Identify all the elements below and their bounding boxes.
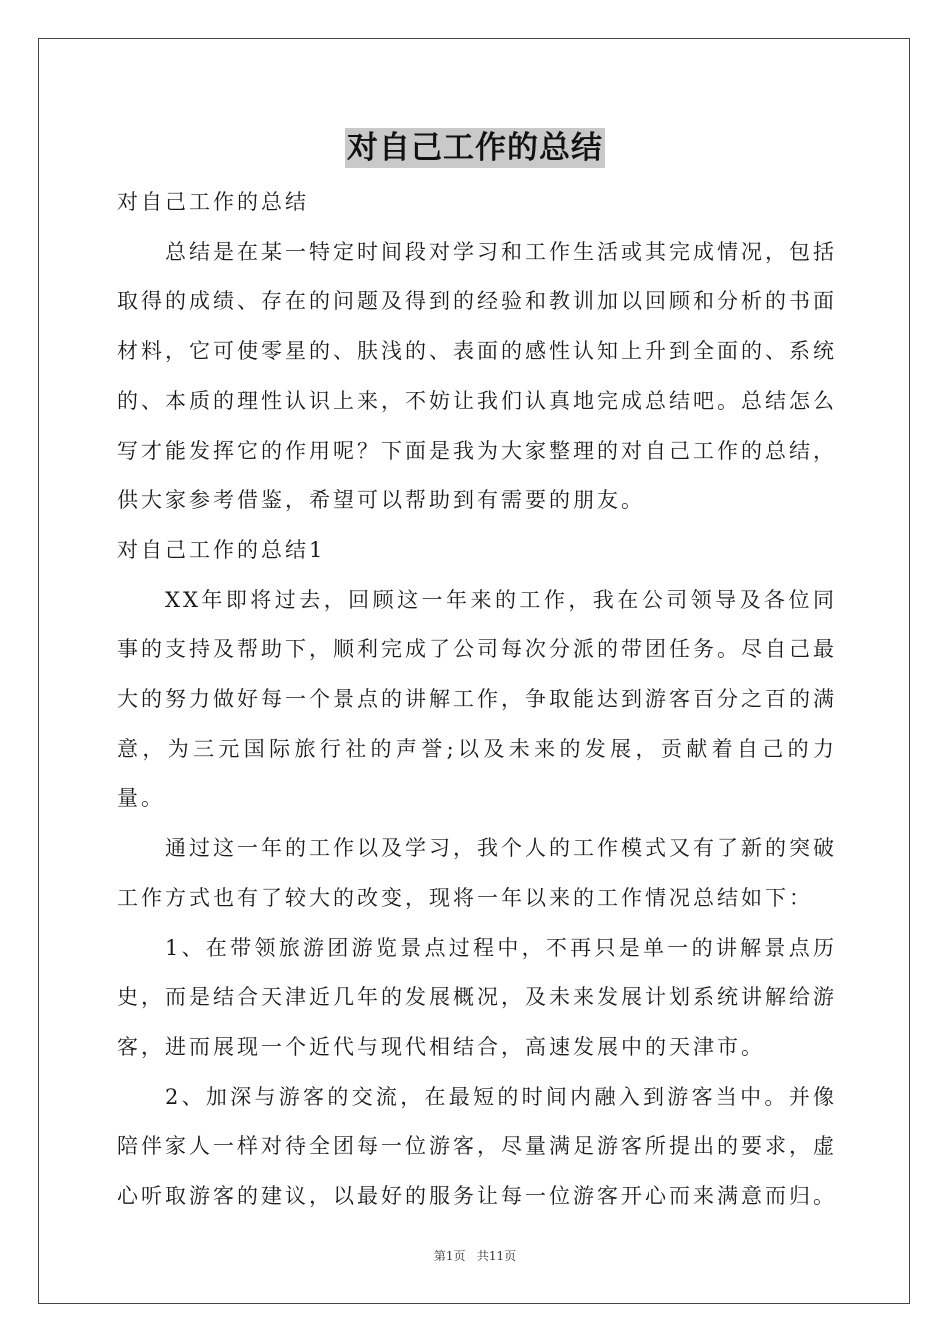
- paragraph: 总结是在某一特定时间段对学习和工作生活或其完成情况，包括取得的成绩、存在的问题及得到的经验和教训加以回顾和分析的书面材料，它可使零星的、肤浅的、表面的感性认知上升到全面的、系统的、本质的理性认识上来，不妨让我们认真地完成总结吧。总结怎么写才能发挥它的作用呢？下面是我为大家整理的对自己工作的总结，供大家参考借鉴，希望可以帮助到有需要的朋友。: [117, 239, 837, 513]
- paragraph: 1、在带领旅游团游览景点过程中，不再只是单一的讲解景点历史，而是结合天津近几年的发展概况，及未来发展计划系统讲解给游客，进而展现一个近代与现代相结合，高速发展中的天津市。: [117, 935, 837, 1059]
- document-body: [117, 178, 837, 1222]
- paragraph: XX年即将过去，回顾这一年来的工作，我在公司领导及各位同事的支持及帮助下，顺利完成了公司每次分派的带团任务。尽自己最大的努力做好每一个景点的讲解工作，争取能达到游客百分之百的满意，为三元国际旅行社的声誉;以及未来的发展，贡献着自己的力量。: [117, 587, 837, 811]
- section-heading: 对自己工作的总结1: [117, 537, 326, 562]
- paragraph: 2、加深与游客的交流，在最短的时间内融入到游客当中。并像陪伴家人一样对待全团每一位游客，尽量满足游客所提出的要求，虚心听取游客的建议，以最好的服务让每一位游客开心而来满意而归。: [117, 1084, 837, 1209]
- document-title: 对自己工作的总结: [347, 130, 603, 166]
- page-footer: 第1页 共11页: [433, 1249, 517, 1263]
- paragraph: 通过这一年的工作以及学习，我个人的工作模式又有了新的突破工作方式也有了较大的改变，现将一年以来的工作情况总结如下：: [117, 836, 837, 910]
- paragraph: 对自己工作的总结: [117, 190, 309, 214]
- title-container: [0, 128, 950, 168]
